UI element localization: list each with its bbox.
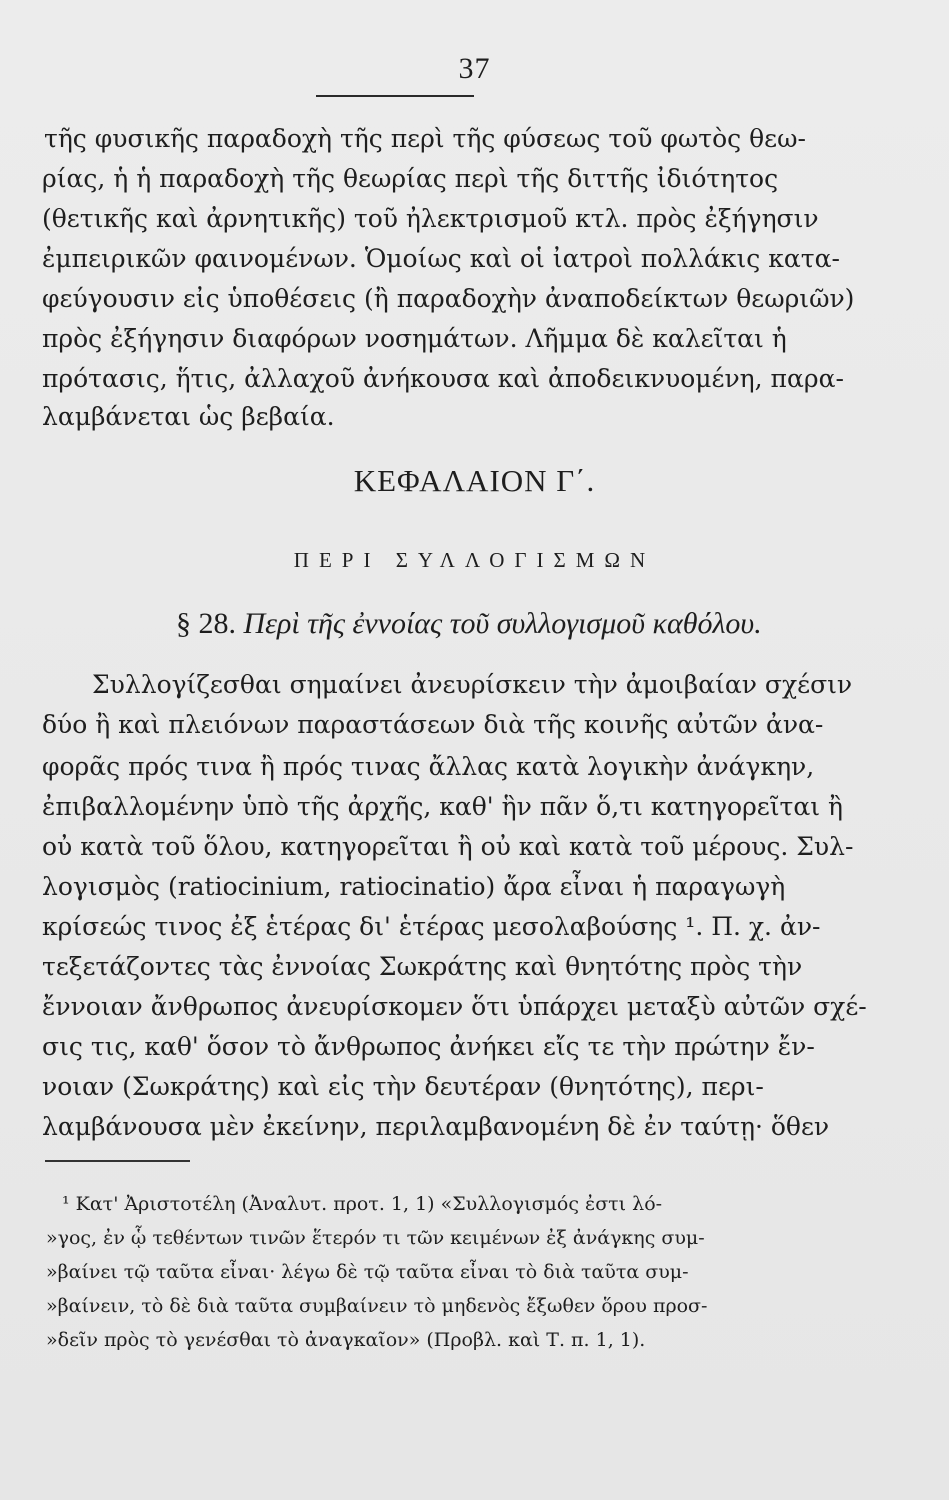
text-line: ἐμπειρικῶν φαινομένων. Ὁμοίως καὶ οἱ ἰατροὶ πολλάκις κατα- [42, 244, 840, 273]
section-title: ΠΕΡΙ ΣΥΛΛΟΓΙΣΜΩΝ [293, 548, 656, 572]
footnote-line: »γος, ἐν ᾧ τεθέντων τινῶν ἕτερόν τι τῶν κειμένων ἐξ ἀνάγκης συμ- [46, 1227, 705, 1249]
paragraph-title: Περὶ τῆς ἐννοίας τοῦ συλλογισμοῦ καθόλου. [243, 607, 762, 640]
text-line: νοιαν (Σωκράτης) καὶ εἰς τὴν δευτέραν (θνητότης), περι- [42, 1072, 764, 1101]
text-line: πρὸς ἐξήγησιν διαφόρων νοσημάτων. Λῆμμα δὲ καλεῖται ἡ [42, 324, 787, 353]
paragraph-heading [176, 607, 762, 641]
chapter-title: ΚΕΦΑΛΑΙΟΝ Γ΄. [353, 463, 596, 498]
text-line: λαμβάνεται ὡς βεβαία. [42, 402, 335, 431]
text-line: λογισμὸς (ratiocinium, ratiocinatio) ἄρα εἶναι ἡ παραγωγὴ [42, 872, 786, 901]
text-line: ἐπιβαλλομένην ὑπὸ τῆς ἀρχῆς, καθ' ἣν πᾶν ὅ,τι κατηγορεῖται ἢ [42, 792, 843, 821]
text-line: πρότασις, ἥτις, ἀλλαχοῦ ἀνήκουσα καὶ ἀποδεικνυομένη, παρα- [42, 364, 844, 393]
footnote-line: »βαίνειν, τὸ δὲ διὰ ταῦτα συμβαίνειν τὸ μηδενὸς ἔξωθεν ὅρου προσ- [46, 1295, 708, 1317]
text-line: ρίας, ἡ ἡ παραδοχὴ τῆς θεωρίας περὶ τῆς διττῆς ἰδιότητος [42, 164, 779, 193]
footnote-line: ¹ Κατ' Ἀριστοτέλη (Ἀναλυτ. προτ. 1, 1) «Συλλογισμός ἐστι λό- [62, 1193, 663, 1215]
text-line: (θετικῆς καὶ ἀρνητικῆς) τοῦ ἠλεκτρισμοῦ κτλ. πρὸς ἐξήγησιν [42, 204, 819, 233]
text-line: δύο ἢ καὶ πλειόνων παραστάσεων διὰ τῆς κοινῆς αὐτῶν ἀνα- [42, 710, 824, 739]
text-line: κρίσεώς τινος ἐξ ἑτέρας δι' ἑτέρας μεσολαβούσης ¹. Π. χ. ἀν- [42, 912, 821, 941]
text-line: ἔννοιαν ἄνθρωπος ἀνευρίσκομεν ὅτι ὑπάρχει μεταξὺ αὐτῶν σχέ- [42, 992, 867, 1021]
text-line: σις τις, καθ' ὅσον τὸ ἄνθρωπος ἀνήκει εἴς τε τὴν πρώτην ἔν- [42, 1032, 815, 1061]
paragraph-number: § 28. [176, 607, 236, 640]
text-line: οὐ κατὰ τοῦ ὅλου, κατηγορεῖται ἢ οὐ καὶ κατὰ τοῦ μέρους. Συλ- [42, 832, 854, 861]
header-rule [316, 95, 474, 97]
page-number: 37 [458, 52, 491, 85]
footnote-line: »δεῖν πρὸς τὸ γενέσθαι τὸ ἀναγκαῖον» (Προβλ. καὶ Τ. π. 1, 1). [46, 1329, 646, 1351]
footnote-line: »βαίνει τῷ ταῦτα εἶναι· λέγω δὲ τῷ ταῦτα εἶναι τὸ διὰ ταῦτα συμ- [46, 1261, 689, 1283]
text-line: τεξετάζοντες τὰς ἐννοίας Σωκράτης καὶ θνητότης πρὸς τὴν [42, 952, 803, 981]
text-line: λαμβάνουσα μὲν ἐκείνην, περιλαμβανομένη δὲ ἐν ταύτῃ· ὅθεν [42, 1112, 830, 1141]
footnote-rule [45, 1160, 190, 1162]
text-line: Συλλογίζεσθαι σημαίνει ἀνευρίσκειν τὴν ἀμοιβαίαν σχέσιν [92, 670, 853, 699]
text-line: τῆς φυσικῆς παραδοχὴ τῆς περὶ τῆς φύσεως τοῦ φωτὸς θεω- [44, 124, 806, 153]
text-line: φεύγουσιν εἰς ὑποθέσεις (ἢ παραδοχὴν ἀναποδείκτων θεωριῶν) [42, 284, 855, 313]
text-line: φορᾶς πρός τινα ἢ πρός τινας ἄλλας κατὰ λογικὴν ἀνάγκην, [42, 752, 815, 781]
